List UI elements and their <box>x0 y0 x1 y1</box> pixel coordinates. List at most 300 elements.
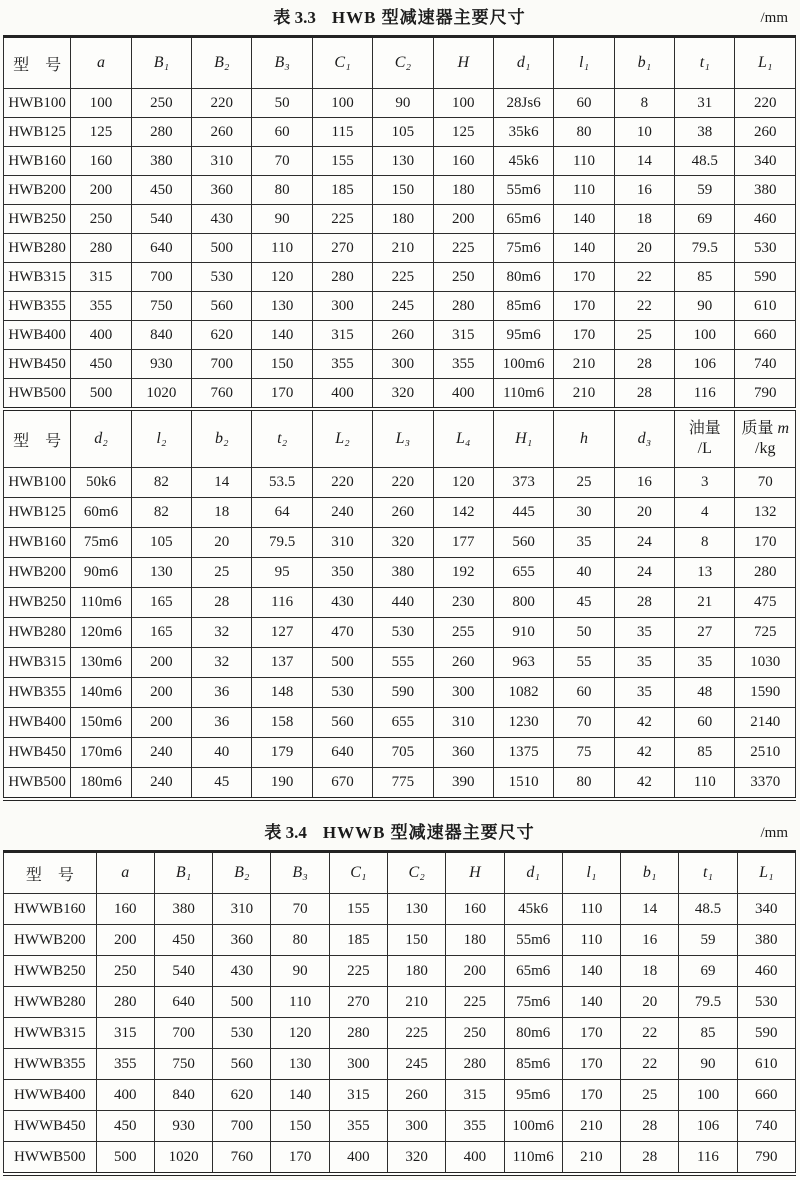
col-header-l1-cap: L₁ <box>737 852 795 894</box>
value-cell: 210 <box>562 1111 620 1142</box>
table2-body <box>4 894 796 1175</box>
value-cell: 255 <box>433 618 493 648</box>
value-cell: 320 <box>388 1142 446 1175</box>
model-cell: HWWB315 <box>4 1018 97 1049</box>
col-header-l1: l₁ <box>554 37 614 89</box>
value-cell: 320 <box>373 528 433 558</box>
value-cell: 130 <box>252 292 312 321</box>
table-row <box>4 205 796 234</box>
col-header-h1-cap: H₁ <box>493 409 553 468</box>
value-cell: 1030 <box>735 648 796 678</box>
col-header-h-small: h <box>554 409 614 468</box>
value-cell: 24 <box>614 558 674 588</box>
value-cell: 310 <box>312 528 372 558</box>
value-cell: 140 <box>562 987 620 1018</box>
value-cell: 110m6 <box>71 588 131 618</box>
value-cell: 2140 <box>735 708 796 738</box>
value-cell: 27 <box>675 618 735 648</box>
table-row <box>4 708 796 738</box>
value-cell: 315 <box>329 1080 387 1111</box>
value-cell: 430 <box>312 588 372 618</box>
value-cell: 80 <box>554 768 614 800</box>
value-cell: 42 <box>614 708 674 738</box>
value-cell: 740 <box>737 1111 795 1142</box>
value-cell: 95m6 <box>493 321 553 350</box>
value-cell: 59 <box>679 925 737 956</box>
value-cell: 775 <box>373 768 433 800</box>
model-cell: HWB280 <box>4 618 71 648</box>
value-cell: 660 <box>737 1080 795 1111</box>
col-header-l4-cap: L₄ <box>433 409 493 468</box>
value-cell: 530 <box>213 1018 271 1049</box>
value-cell: 180 <box>433 176 493 205</box>
table-row <box>4 678 796 708</box>
value-cell: 620 <box>213 1080 271 1111</box>
value-cell: 300 <box>433 678 493 708</box>
value-cell: 158 <box>252 708 312 738</box>
value-cell: 355 <box>312 350 372 379</box>
value-cell: 250 <box>96 956 154 987</box>
col-header-t1: t₁ <box>679 852 737 894</box>
col-header-b1-key: b₁ <box>621 852 679 894</box>
value-cell: 160 <box>71 147 131 176</box>
value-cell: 3370 <box>735 768 796 800</box>
value-cell: 22 <box>621 1018 679 1049</box>
value-cell: 80 <box>252 176 312 205</box>
table1-header-row-1 <box>4 37 796 89</box>
value-cell: 110m6 <box>504 1142 562 1175</box>
value-cell: 250 <box>131 89 191 118</box>
value-cell: 180m6 <box>71 768 131 800</box>
col-header-d1: d₁ <box>504 852 562 894</box>
model-cell: HWB355 <box>4 292 71 321</box>
table1-section1-body <box>4 89 796 410</box>
value-cell: 280 <box>735 558 796 588</box>
value-cell: 590 <box>737 1018 795 1049</box>
value-cell: 760 <box>192 379 252 410</box>
value-cell: 180 <box>446 925 504 956</box>
col-header-b1: B₁ <box>131 37 191 89</box>
value-cell: 560 <box>493 528 553 558</box>
value-cell: 355 <box>96 1049 154 1080</box>
value-cell: 160 <box>96 894 154 925</box>
col-header-l1-cap: L₁ <box>735 37 796 89</box>
value-cell: 500 <box>192 234 252 263</box>
model-cell: HWB315 <box>4 648 71 678</box>
value-cell: 440 <box>373 588 433 618</box>
table-row <box>4 1142 796 1175</box>
value-cell: 400 <box>96 1080 154 1111</box>
value-cell: 177 <box>433 528 493 558</box>
value-cell: 36 <box>192 678 252 708</box>
value-cell: 60 <box>252 118 312 147</box>
value-cell: 530 <box>373 618 433 648</box>
col-header-d1: d₁ <box>493 37 553 89</box>
table-row <box>4 379 796 410</box>
model-cell: HWWB280 <box>4 987 97 1018</box>
value-cell: 150 <box>388 925 446 956</box>
value-cell: 100 <box>312 89 372 118</box>
table-row <box>4 618 796 648</box>
value-cell: 620 <box>192 321 252 350</box>
table-row <box>4 738 796 768</box>
value-cell: 60 <box>554 678 614 708</box>
value-cell: 106 <box>679 1111 737 1142</box>
value-cell: 75m6 <box>493 234 553 263</box>
table1-title: HWB 型减速器主要尺寸 <box>331 8 526 27</box>
value-cell: 85m6 <box>493 292 553 321</box>
value-cell: 655 <box>373 708 433 738</box>
value-cell: 640 <box>131 234 191 263</box>
value-cell: 42 <box>614 738 674 768</box>
value-cell: 22 <box>614 292 674 321</box>
value-cell: 16 <box>614 176 674 205</box>
value-cell: 1082 <box>493 678 553 708</box>
table-row <box>4 956 796 987</box>
value-cell: 4 <box>675 498 735 528</box>
value-cell: 150m6 <box>71 708 131 738</box>
value-cell: 260 <box>373 321 433 350</box>
value-cell: 140 <box>554 205 614 234</box>
col-header-oil-volume <box>675 409 735 468</box>
value-cell: 70 <box>271 894 329 925</box>
value-cell: 930 <box>131 350 191 379</box>
value-cell: 192 <box>433 558 493 588</box>
col-header-t1: t₁ <box>675 37 735 89</box>
col-header-l3-cap: L₃ <box>373 409 433 468</box>
col-header-d3: d₃ <box>614 409 674 468</box>
value-cell: 85 <box>675 738 735 768</box>
table-row <box>4 263 796 292</box>
value-cell: 21 <box>675 588 735 618</box>
col-header-mass <box>735 409 796 468</box>
value-cell: 475 <box>735 588 796 618</box>
value-cell: 30 <box>554 498 614 528</box>
col-header-b3: B₃ <box>252 37 312 89</box>
value-cell: 28 <box>614 379 674 410</box>
value-cell: 170 <box>252 379 312 410</box>
value-cell: 140 <box>271 1080 329 1111</box>
value-cell: 165 <box>131 588 191 618</box>
table-row <box>4 89 796 118</box>
value-cell: 280 <box>131 118 191 147</box>
table1-number: 表 3.3 <box>273 8 316 27</box>
value-cell: 800 <box>493 588 553 618</box>
model-cell: HWB400 <box>4 708 71 738</box>
value-cell: 225 <box>373 263 433 292</box>
value-cell: 360 <box>192 176 252 205</box>
value-cell: 200 <box>446 956 504 987</box>
value-cell: 530 <box>312 678 372 708</box>
value-cell: 500 <box>213 987 271 1018</box>
value-cell: 250 <box>446 1018 504 1049</box>
value-cell: 340 <box>735 147 796 176</box>
value-cell: 16 <box>614 468 674 498</box>
value-cell: 28Js6 <box>493 89 553 118</box>
value-cell: 240 <box>312 498 372 528</box>
value-cell: 75m6 <box>504 987 562 1018</box>
value-cell: 355 <box>71 292 131 321</box>
value-cell: 142 <box>433 498 493 528</box>
table1-header-row-2 <box>4 409 796 468</box>
value-cell: 1230 <box>493 708 553 738</box>
value-cell: 120m6 <box>71 618 131 648</box>
value-cell: 350 <box>312 558 372 588</box>
value-cell: 42 <box>614 768 674 800</box>
value-cell: 100 <box>433 89 493 118</box>
value-cell: 220 <box>373 468 433 498</box>
value-cell: 130 <box>131 558 191 588</box>
value-cell: 280 <box>312 263 372 292</box>
value-cell: 28 <box>614 588 674 618</box>
model-cell: HWB280 <box>4 234 71 263</box>
table-row <box>4 176 796 205</box>
value-cell: 250 <box>71 205 131 234</box>
table-row <box>4 768 796 800</box>
value-cell: 100 <box>679 1080 737 1111</box>
value-cell: 106 <box>675 350 735 379</box>
value-cell: 225 <box>329 956 387 987</box>
value-cell: 95m6 <box>504 1080 562 1111</box>
value-cell: 90 <box>675 292 735 321</box>
table-row <box>4 987 796 1018</box>
value-cell: 225 <box>312 205 372 234</box>
value-cell: 80 <box>271 925 329 956</box>
value-cell: 220 <box>735 89 796 118</box>
col-header-l2: l₂ <box>131 409 191 468</box>
value-cell: 700 <box>213 1111 271 1142</box>
value-cell: 28 <box>614 350 674 379</box>
col-header-b1: B₁ <box>154 852 212 894</box>
value-cell: 18 <box>192 498 252 528</box>
value-cell: 31 <box>675 89 735 118</box>
value-cell: 530 <box>192 263 252 292</box>
value-cell: 555 <box>373 648 433 678</box>
value-cell: 35 <box>614 648 674 678</box>
model-cell: HWB160 <box>4 147 71 176</box>
value-cell: 340 <box>737 894 795 925</box>
table2-header-row <box>4 852 796 894</box>
value-cell: 700 <box>131 263 191 292</box>
value-cell: 245 <box>373 292 433 321</box>
col-header-h: H <box>446 852 504 894</box>
value-cell: 560 <box>192 292 252 321</box>
oil-label: 油量 <box>688 420 721 437</box>
value-cell: 1590 <box>735 678 796 708</box>
value-cell: 360 <box>213 925 271 956</box>
value-cell: 79.5 <box>252 528 312 558</box>
table-row <box>4 648 796 678</box>
col-header-b3: B₃ <box>271 852 329 894</box>
value-cell: 55 <box>554 648 614 678</box>
table2-unit: /mm <box>760 825 788 841</box>
value-cell: 225 <box>388 1018 446 1049</box>
value-cell: 179 <box>252 738 312 768</box>
value-cell: 64 <box>252 498 312 528</box>
value-cell: 185 <box>329 925 387 956</box>
value-cell: 75m6 <box>71 528 131 558</box>
value-cell: 610 <box>737 1049 795 1080</box>
value-cell: 200 <box>96 925 154 956</box>
value-cell: 360 <box>433 738 493 768</box>
value-cell: 125 <box>433 118 493 147</box>
value-cell: 200 <box>131 648 191 678</box>
value-cell: 260 <box>433 648 493 678</box>
value-cell: 1510 <box>493 768 553 800</box>
value-cell: 25 <box>621 1080 679 1111</box>
value-cell: 90 <box>271 956 329 987</box>
col-header-b2: B₂ <box>192 37 252 89</box>
value-cell: 110 <box>675 768 735 800</box>
value-cell: 65m6 <box>504 956 562 987</box>
col-header-c1: C₁ <box>329 852 387 894</box>
value-cell: 450 <box>96 1111 154 1142</box>
value-cell: 132 <box>735 498 796 528</box>
table1-caption <box>3 6 796 30</box>
value-cell: 660 <box>735 321 796 350</box>
value-cell: 48.5 <box>679 894 737 925</box>
value-cell: 590 <box>373 678 433 708</box>
value-cell: 200 <box>433 205 493 234</box>
value-cell: 180 <box>373 205 433 234</box>
value-cell: 35 <box>614 618 674 648</box>
col-header-c1: C₁ <box>312 37 372 89</box>
value-cell: 380 <box>735 176 796 205</box>
value-cell: 45 <box>192 768 252 800</box>
value-cell: 90m6 <box>71 558 131 588</box>
value-cell: 170 <box>562 1080 620 1111</box>
value-cell: 740 <box>735 350 796 379</box>
value-cell: 315 <box>96 1018 154 1049</box>
value-cell: 40 <box>554 558 614 588</box>
value-cell: 400 <box>312 379 372 410</box>
model-cell: HWWB250 <box>4 956 97 987</box>
table2-number: 表 3.4 <box>264 823 307 842</box>
value-cell: 140m6 <box>71 678 131 708</box>
value-cell: 315 <box>71 263 131 292</box>
col-header-c2: C₂ <box>373 37 433 89</box>
value-cell: 116 <box>679 1142 737 1175</box>
value-cell: 20 <box>614 498 674 528</box>
model-cell: HWB200 <box>4 558 71 588</box>
value-cell: 300 <box>388 1111 446 1142</box>
value-cell: 28 <box>621 1111 679 1142</box>
value-cell: 24 <box>614 528 674 558</box>
value-cell: 725 <box>735 618 796 648</box>
model-cell: HWB125 <box>4 498 71 528</box>
value-cell: 590 <box>735 263 796 292</box>
value-cell: 260 <box>388 1080 446 1111</box>
value-cell: 315 <box>446 1080 504 1111</box>
value-cell: 355 <box>433 350 493 379</box>
value-cell: 315 <box>433 321 493 350</box>
value-cell: 430 <box>213 956 271 987</box>
value-cell: 80m6 <box>504 1018 562 1049</box>
value-cell: 170 <box>554 292 614 321</box>
value-cell: 400 <box>446 1142 504 1175</box>
value-cell: 380 <box>373 558 433 588</box>
table-row <box>4 321 796 350</box>
value-cell: 500 <box>71 379 131 410</box>
value-cell: 18 <box>621 956 679 987</box>
value-cell: 55m6 <box>504 925 562 956</box>
value-cell: 65m6 <box>493 205 553 234</box>
value-cell: 760 <box>213 1142 271 1175</box>
value-cell: 270 <box>312 234 372 263</box>
value-cell: 280 <box>71 234 131 263</box>
value-cell: 59 <box>675 176 735 205</box>
model-cell: HWWB400 <box>4 1080 97 1111</box>
value-cell: 110 <box>271 987 329 1018</box>
value-cell: 120 <box>433 468 493 498</box>
hwb-dimensions-table <box>3 35 796 801</box>
value-cell: 70 <box>252 147 312 176</box>
value-cell: 220 <box>192 89 252 118</box>
value-cell: 150 <box>271 1111 329 1142</box>
value-cell: 160 <box>446 894 504 925</box>
value-cell: 82 <box>131 468 191 498</box>
value-cell: 50 <box>554 618 614 648</box>
value-cell: 130 <box>271 1049 329 1080</box>
value-cell: 910 <box>493 618 553 648</box>
value-cell: 530 <box>737 987 795 1018</box>
value-cell: 460 <box>735 205 796 234</box>
value-cell: 130m6 <box>71 648 131 678</box>
value-cell: 170 <box>554 263 614 292</box>
value-cell: 22 <box>614 263 674 292</box>
value-cell: 22 <box>621 1049 679 1080</box>
value-cell: 69 <box>675 205 735 234</box>
value-cell: 60m6 <box>71 498 131 528</box>
value-cell: 110 <box>554 147 614 176</box>
value-cell: 610 <box>735 292 796 321</box>
value-cell: 260 <box>373 498 433 528</box>
value-cell: 790 <box>735 379 796 410</box>
value-cell: 60 <box>675 708 735 738</box>
value-cell: 115 <box>312 118 372 147</box>
value-cell: 79.5 <box>675 234 735 263</box>
value-cell: 240 <box>131 738 191 768</box>
value-cell: 148 <box>252 678 312 708</box>
value-cell: 245 <box>388 1049 446 1080</box>
value-cell: 35 <box>675 648 735 678</box>
value-cell: 190 <box>252 768 312 800</box>
mass-unit: /kg <box>755 440 776 457</box>
value-cell: 280 <box>329 1018 387 1049</box>
value-cell: 180 <box>388 956 446 987</box>
value-cell: 100 <box>675 321 735 350</box>
value-cell: 165 <box>131 618 191 648</box>
value-cell: 50k6 <box>71 468 131 498</box>
table-row <box>4 118 796 147</box>
value-cell: 530 <box>735 234 796 263</box>
value-cell: 85 <box>679 1018 737 1049</box>
value-cell: 53.5 <box>252 468 312 498</box>
col-header-model: 型 号 <box>4 37 71 89</box>
value-cell: 315 <box>312 321 372 350</box>
value-cell: 380 <box>131 147 191 176</box>
model-cell: HWB500 <box>4 768 71 800</box>
value-cell: 16 <box>621 925 679 956</box>
value-cell: 640 <box>312 738 372 768</box>
model-cell: HWWB355 <box>4 1049 97 1080</box>
value-cell: 210 <box>388 987 446 1018</box>
value-cell: 110 <box>554 176 614 205</box>
value-cell: 240 <box>131 768 191 800</box>
value-cell: 60 <box>554 89 614 118</box>
value-cell: 280 <box>433 292 493 321</box>
value-cell: 540 <box>131 205 191 234</box>
